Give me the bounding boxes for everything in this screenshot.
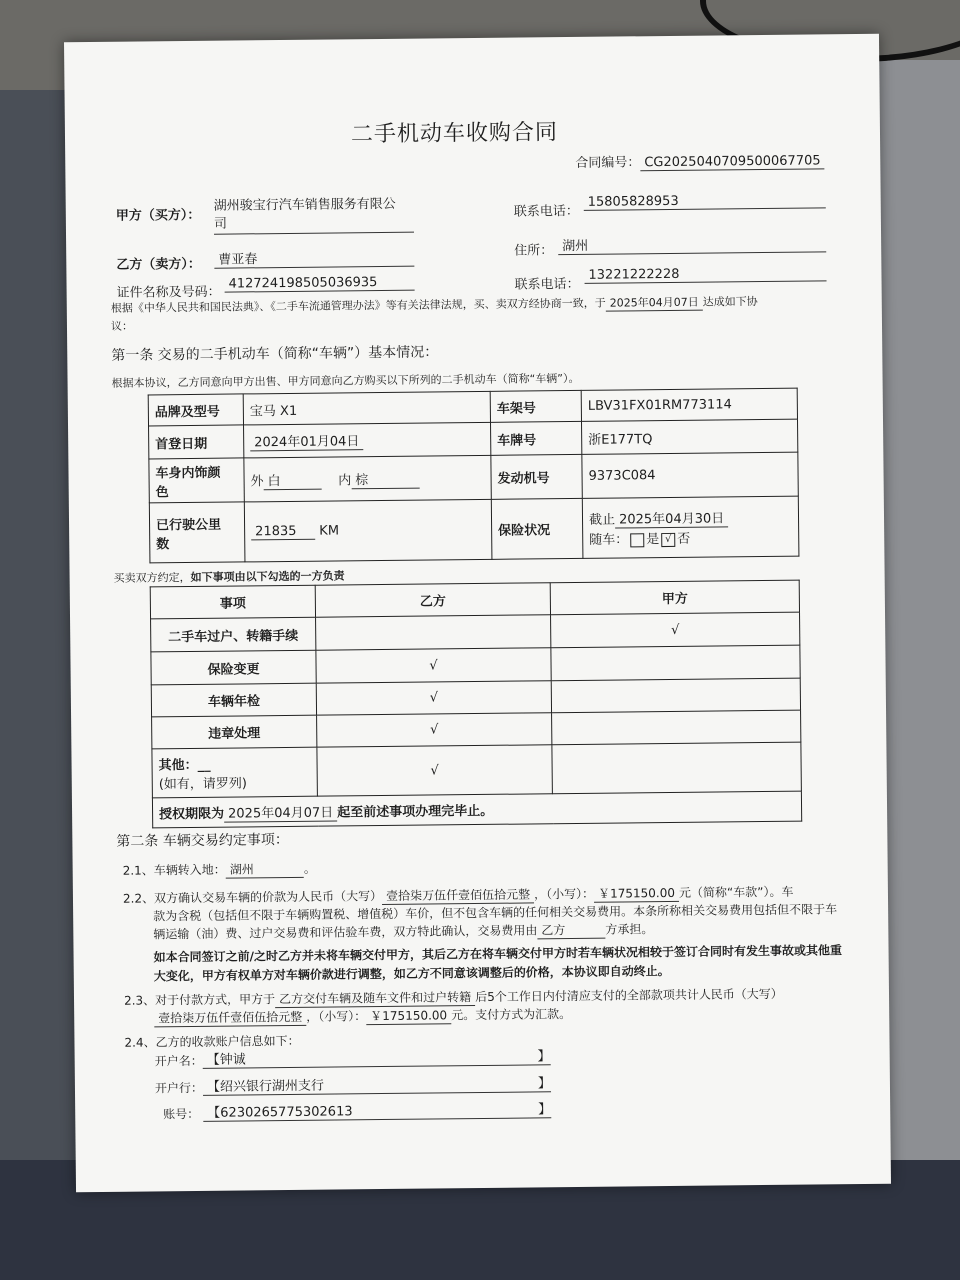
insurance-yes-checkbox[interactable]	[630, 533, 644, 547]
account-name-label: 开户名：	[154, 1053, 203, 1069]
seller-label: 乙方（卖方）：	[116, 256, 201, 273]
account-bank-label: 开户行：	[154, 1080, 204, 1096]
duty-seller-mark	[316, 615, 551, 650]
authorization-period: 授权期限为 2025年04月07日 起至前述事项办理完毕止。	[152, 791, 801, 828]
seller-phone: 13221222228	[584, 265, 826, 284]
duties-table	[150, 580, 802, 829]
insurance-until: 2025年04月30日	[615, 507, 728, 528]
clause-2-4: 2.4、乙方的收款账户信息如下：	[124, 1033, 300, 1050]
adjustment-clause-line2: 大变化，甲方有权单方对车辆价款进行调整，如乙方不同意该调整后的价格，本协议即自动终止。	[153, 964, 670, 984]
brand-value: 宝马 X1	[243, 391, 490, 425]
color-cell: 外 白 内 棕	[244, 455, 491, 502]
exterior-color: 白	[264, 469, 322, 490]
color-label: 车身内饰颜 色	[149, 458, 244, 503]
seller-name: 曹亚春	[214, 247, 414, 269]
buyer-phone-label: 联系电话：	[513, 203, 579, 220]
contract-title: 二手机动车收购合同	[350, 120, 559, 148]
mileage-value: 21835	[251, 523, 315, 540]
duty-other-seller-mark: √	[317, 745, 553, 796]
adjustment-clause-line1: 如本合同签订之前/之时乙方并未将车辆交付甲方，其后乙方在将车辆交付甲方时若车辆状况相较于签订合同时有发生事故或其他重	[153, 943, 843, 965]
duty-item: 违章处理	[152, 715, 317, 749]
plate-label: 车牌号	[491, 421, 582, 455]
intro-text: 根据《中华人民共和国民法典》、《二手车流通管理办法》等有关法律法规，买、卖双方经协商一致，于 2025年04月07日 达成如下协	[110, 295, 758, 315]
duty-seller-mark: √	[316, 648, 551, 683]
vehicle-info-table	[148, 388, 800, 564]
price-upper: 壹拾柒万伍仟壹佰伍拾元整	[382, 885, 534, 905]
clause-2-2-line2: 款为含税（包括但不限于车辆购置税、增值税）车价，但不包含车辆的任何相关交易费用。本条所称相关交易费用包括但不限于车	[153, 902, 838, 924]
clause-2-1: 2.1、车辆转入地： 湖州 。	[122, 861, 316, 878]
duty-buyer-mark	[552, 710, 801, 745]
insurance-no-checkbox[interactable]: √	[661, 532, 675, 546]
duty-item: 二手车过户、转籍手续	[151, 617, 316, 652]
insurance-cell: 截止 2025年04月30日 随车： 是 √ 否	[582, 496, 799, 558]
duty-buyer-mark: √	[551, 612, 800, 648]
insurance-label: 保险状况	[491, 498, 583, 559]
article2-heading: 第二条 车辆交易约定事项：	[116, 831, 289, 850]
vin-value: LBV31FX01RM773114	[581, 388, 797, 421]
clause-2-2-line3: 辆运输（油）费、过户交易费和评估验车费，双方特此确认，交易费用由 乙方 方承担。	[153, 922, 654, 942]
payment-condition: 乙方交付车辆及随车文件和过户转籍	[275, 988, 475, 1008]
mileage-label: 已行驶公里 数	[149, 502, 245, 563]
article1-note: 根据本协议，乙方同意向甲方出售、甲方同意向乙方购买以下所列的二手机动车（简称“车辆”）。	[111, 371, 580, 390]
duties-col-seller: 乙方	[315, 583, 550, 617]
account-number-label: 账号：	[163, 1106, 200, 1122]
duties-intro: 买卖双方约定，如下事项由以下勾选的一方负责	[113, 569, 345, 585]
vin-label: 车架号	[490, 390, 581, 422]
interior-color: 棕	[351, 468, 419, 489]
engine-label: 发动机号	[491, 454, 582, 499]
contract-page	[64, 34, 891, 1192]
duty-seller-mark: √	[316, 681, 551, 715]
payment-upper: 壹拾柒万伍仟壹佰伍拾元整	[154, 1008, 306, 1028]
clause-2-2: 2.2、双方确认交易车辆的价款为人民币（大写） 壹拾柒万伍仟壹佰伍拾元整 ，（小写）： ￥175150.00 元（简称“车款”）。车	[122, 884, 794, 906]
article1-heading: 第一条 交易的二手机动车（简称“车辆”）基本情况：	[111, 344, 439, 364]
duty-other-buyer-mark	[552, 742, 801, 794]
duties-col-buyer: 甲方	[550, 580, 799, 615]
account-number: 【6230265775302613 】	[203, 1098, 551, 1122]
clause-2-3-line2: 壹拾柒万伍仟壹佰伍拾元整 ，（小写）： ￥175150.00 元。支付方式为汇款。	[154, 1005, 571, 1027]
reg-date-label: 首登日期	[149, 425, 244, 459]
duty-item: 车辆年检	[151, 683, 316, 717]
seller-address: 湖州	[558, 232, 826, 255]
duty-buyer-mark	[551, 678, 800, 713]
duty-item: 保险变更	[151, 650, 316, 685]
contract-number: 合同编号： CG2025040709500067705	[575, 149, 825, 172]
fee-payer: 乙方	[537, 921, 605, 940]
clause-2-3: 2.3、对于付款方式，甲方于 乙方交付车辆及随车文件和过户转籍 后5个工作日内付清应支付的全部款项共计人民币（大写）	[123, 986, 783, 1008]
mileage-cell: 21835 KM	[244, 499, 492, 562]
seller-address-label: 住所：	[514, 243, 554, 259]
payment-lower: ￥175150.00	[366, 1006, 451, 1025]
buyer-name: 湖州骏宝行汽车销售服务有限公 司	[214, 196, 414, 235]
reg-date-cell	[244, 422, 491, 458]
transfer-destination: 湖州	[226, 860, 304, 879]
duty-other: 其他：__ (如有，请罗列)	[152, 747, 318, 798]
id-number: 412724198505036935	[224, 275, 414, 293]
price-lower: ￥175150.00	[594, 884, 679, 903]
authorization-date: 2025年04月07日	[224, 801, 337, 822]
account-bank: 【绍兴银行湖州支行 】	[203, 1072, 551, 1096]
reg-date-value: 2024年01月04日	[250, 430, 363, 451]
id-label: 证件名称及号码：	[116, 284, 221, 301]
brand-label: 品牌及型号	[148, 394, 243, 426]
account-name: 【钟诚 】	[203, 1045, 551, 1069]
plate-value: 浙E177TQ	[581, 419, 797, 454]
duty-seller-mark: √	[317, 713, 552, 747]
duties-col-item: 事项	[150, 585, 315, 619]
buyer-phone: 15805828953	[584, 192, 826, 211]
duty-buyer-mark	[551, 645, 800, 681]
buyer-label: 甲方（买方）：	[115, 207, 201, 224]
seller-phone-label: 联系电话：	[514, 276, 580, 293]
engine-value: 9373C084	[582, 452, 798, 498]
intro-text-end: 议：	[110, 319, 134, 333]
